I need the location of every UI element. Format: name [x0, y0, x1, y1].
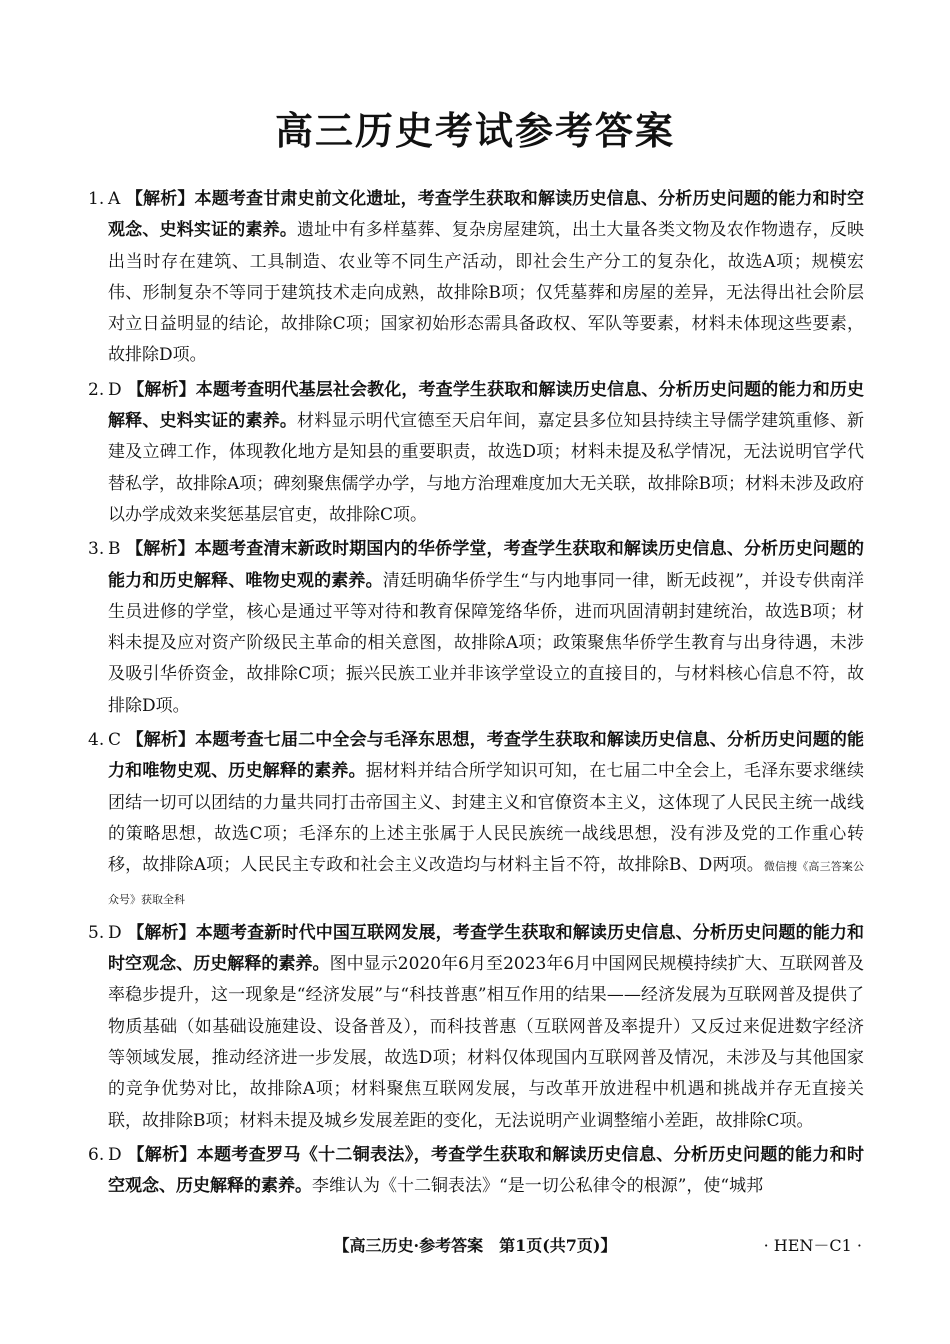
item-answer: D: [108, 379, 122, 400]
analysis-heading: 【解析】本题考查明代基层社会教化，考查学生获取和解读历史信息、分析历史问题的能力和历史解释、史料实证的素养。: [108, 379, 865, 432]
analysis-heading: 【解析】本题考查七届二中全会与毛泽东思想，考查学生获取和解读历史信息、分析历史问题的能力和唯物史观、历史解释的素养。: [108, 730, 865, 782]
item-number: 6.: [88, 1144, 105, 1165]
answer-item-6: [88, 1140, 864, 1203]
analysis-body: 图中显示2020年6月至2023年6月中国网民规模持续扩大、互联网普及率稳步提升，这一现象是“经济发展”与“科技普惠”相互作用的结果——经济发展为互联网普及提供了物质基础（如基础设施建设、设备普及），而科技普惠（互联网普及率提升）又反过来促进数字经济等领域发展，推动经济进一步发展，故选D项；材料仅体现国内互联网普及情况，未涉及与其他国家的竞争优势对比，故排除A项；材料聚焦互联网发展，与改革开放进程中机遇和挑战并存无直接关联，故排除B项；材料未提及城乡发展差距的变化，无法说明产业调整缩小差距，故排除C项。: [108, 954, 865, 1131]
item-number: 3.: [88, 539, 105, 560]
analysis-body: 清廷明确华侨学生“与内地事同一律，断无歧视”，并设专供南洋生员进修的学堂，核心是通过平等对待和教育保障笼络华侨，进而巩固清朝封建统治，故选B项；材料未提及应对资产阶级民主革命的相关意图，故排除A项；政策聚焦华侨学生教育与出身待遇，未涉及吸引华侨资金，故排除C项；振兴民族工业并非该学堂设立的直接目的，与材料核心信息不符，故排除D项。: [108, 570, 865, 716]
analysis-body: 据材料并结合所学知识可知，在七届二中全会上，毛泽东要求继续团结一切可以团结的力量共同打击帝国主义、封建主义和官僚资本主义，这体现了人民民主统一战线的策略思想，故选C项；毛泽东的上述主张属于人民民族统一战线思想，没有涉及党的工作重心转移，故排除A项；人民民主专政和社会主义改造均与材料主旨不符，故排除B、D两项。: [108, 761, 865, 876]
analysis-heading: 【解析】本题考查甘肃史前文化遗址，考查学生获取和解读历史信息、分析历史问题的能力和时空观念、史料实证的素养。: [108, 189, 864, 241]
analysis-body: 遗址中有多样墓葬、复杂房屋建筑，出土大量各类文物及农作物遗存，反映出当时存在建筑、工具制造、农业等不同生产活动，即社会生产分工的复杂化，故选A项；规模宏伟、形制复杂不等同于建筑技术走向成熟，故排除B项；仅凭墓葬和房屋的差异，无法得出社会阶层对立日益明显的结论，故排除C项；国家初始形态需具备政权、军队等要素，材料未体现这些要素，故排除D项。: [108, 220, 864, 366]
watermark-note: 微信搜《高三答案公众号》获取全科: [108, 860, 864, 906]
footer-code: · HEN－C1 ·: [763, 1236, 862, 1255]
analysis-body: 李维认为《十二铜表法》“是一切公私律令的根源”，使“城邦: [312, 1176, 764, 1197]
answer-list: [88, 184, 864, 1206]
answer-item-5: [88, 918, 864, 1137]
item-number: 4.: [88, 730, 105, 751]
answer-item-4: [88, 725, 864, 915]
analysis-heading: 【解析】本题考查罗马《十二铜表法》，考查学生获取和解读历史信息、分析历史问题的能力和时空观念、历史解释的素养。: [108, 1144, 865, 1197]
item-number: 2.: [88, 379, 105, 400]
answer-item-1: [88, 184, 864, 372]
item-answer: D: [108, 922, 122, 943]
answer-item-2: [88, 375, 864, 531]
analysis-heading: 【解析】本题考查新时代中国互联网发展，考查学生获取和解读历史信息、分析历史问题的能力和时空观念、历史解释的素养。: [108, 922, 865, 975]
answer-item-3: [88, 534, 864, 722]
item-answer: D: [108, 1144, 122, 1165]
page-title: 高三历史考试参考答案: [274, 109, 675, 153]
item-number: 5.: [88, 922, 105, 943]
item-number: 1.: [88, 189, 105, 209]
footer-page-info: 【高三历史·参考答案 第1页(共7页)】: [333, 1236, 617, 1255]
item-answer: A: [108, 189, 121, 209]
analysis-heading: 【解析】本题考查清末新政时期国内的华侨学堂，考查学生获取和解读历史信息、分析历史问题的能力和历史解释、唯物史观的素养。: [108, 539, 865, 591]
item-answer: C: [108, 730, 122, 751]
item-answer: B: [108, 539, 121, 560]
analysis-body: 材料显示明代宣德至天启年间，嘉定县多位知县持续主导儒学建筑重修、新建及立碑工作，体现教化地方是知县的重要职责，故选D项；材料未提及私学情况，无法说明官学代替私学，故排除A项；碑刻聚焦儒学办学，与地方治理难度加大无关联，故排除B项；材料未涉及政府以办学成效来奖惩基层官吏，故排除C项。: [108, 411, 864, 525]
